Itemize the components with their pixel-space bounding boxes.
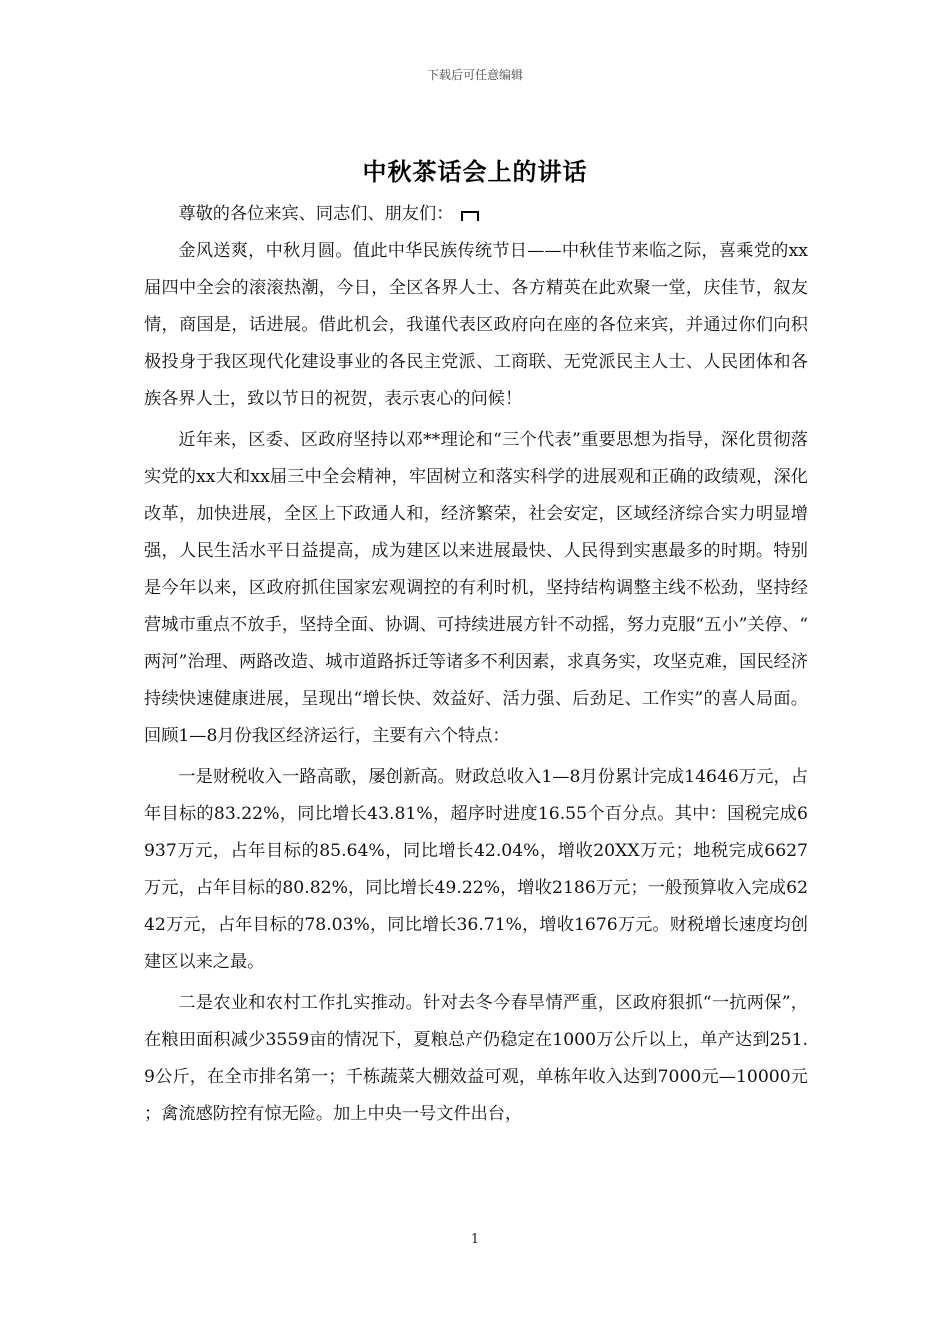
header-note: 下载后可任意编辑 (426, 68, 523, 82)
document-body (144, 196, 808, 1133)
document-title: 中秋茶话会上的讲话 (362, 157, 588, 186)
greeting-paragraph (144, 196, 808, 233)
paragraph-agriculture: 二是农业和农村工作扎实推动。针对去冬今春旱情严重，区政府狠抓“一抗两保”，在粮田面积减少3559亩的情况下，夏粮总产仍稳定在1000万公斤以上，单产达到251.9公斤，在全市排名第一；千栋蔬菜大棚效益可观，单栋年收入达到7000元—10000元；禽流感防控有惊无险。加上中央一号文件出台， (144, 993, 808, 1124)
paragraph-intro: 金风送爽，中秋月圆。值此中华民族传统节日——中秋佳节来临之际，喜乘党的xx届四中全会的滚滚热潮，今日，全区各界人士、各方精英在此欢聚一堂，庆佳节，叙友情，商国是，话进展。借此机会，我谨代表区政府向在座的各位来宾，并通过你们向积极投身于我区现代化建设事业的各民主党派、工商联、无党派民主人士、人民团体和各族各界人士，致以节日的祝贺，表示衷心的问候！ (144, 241, 808, 409)
greeting-text: 尊敬的各位来宾、同志们、朋友们： (178, 204, 454, 224)
bracket-mark-icon (461, 211, 479, 221)
paragraph-review: 近年来，区委、区政府坚持以邓**理论和“三个代表”重要思想为指导，深化贯彻落实党的xx大和xx届三中全会精神，牢固树立和落实科学的进展观和正确的政绩观，深化改革，加快进展，全区上下政通人和，经济繁荣，社会安定，区域经济综合实力明显增强，人民生活水平日益提高，成为建区以来进展最快、人民得到实惠最多的时期。特别是今年以来，区政府抓住国家宏观调控的有利时机，坚持结构调整主线不松劲，坚持经营城市重点不放手，坚持全面、协调、可持续进展方针不动摇，努力克服“五小”关停、“两河”治理、两路改造、城市道路拆迁等诸多不利因素，求真务实，攻坚克难，国民经济持续快速健康进展，呈现出“增长快、效益好、活力强、后劲足、工作实”的喜人局面。回顾1—8月份我区经济运行，主要有六个特点： (144, 430, 808, 746)
paragraph-finance: 一是财税收入一路高歌，屡创新高。财政总收入1—8月份累计完成14646万元，占年目标的83.22%，同比增长43.81%，超序时进度16.55个百分点。其中：国税完成6937万元，占年目标的85.64%，同比增长42.04%，增收20XX万元；地税完成6627万元，占年目标的80.82%，同比增长49.22%，增收2186万元；一般预算收入完成6242万元，占年目标的78.03%，同比增长36.71%，增收1676万元。财税增长速度均创建区以来之最。 (144, 767, 808, 972)
page-number: 1 (470, 1232, 480, 1247)
